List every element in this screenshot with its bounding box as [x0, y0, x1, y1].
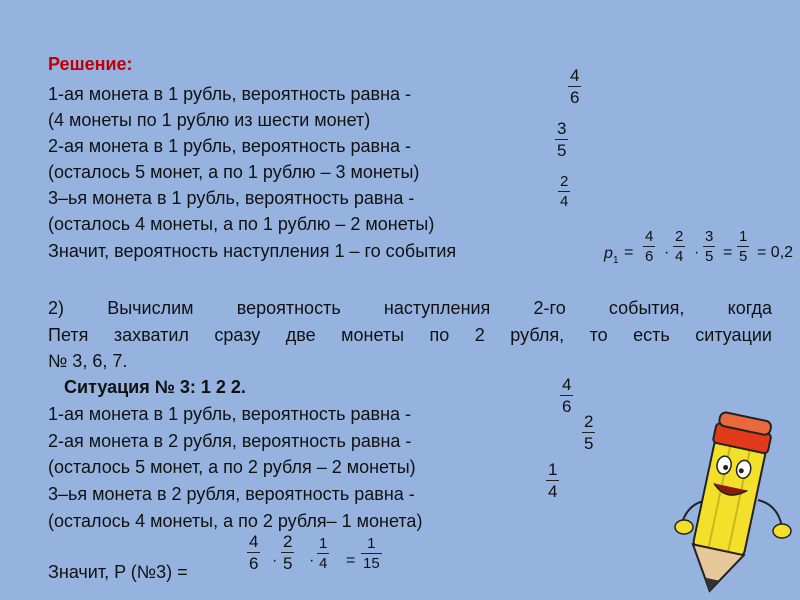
- p1-symbol: p: [604, 245, 613, 262]
- p1-formula-fraction-2: [673, 228, 685, 265]
- p1-fraction-2: [555, 119, 568, 160]
- p1-equals-2: =: [723, 244, 733, 261]
- p1-dot-2: ·: [694, 244, 700, 261]
- p2-intro-line-3: № 3, 6, 7.: [48, 351, 128, 371]
- fraction-numerator: 2: [283, 532, 293, 551]
- solution-heading: Решение:: [48, 54, 133, 74]
- fraction-denominator: 4: [548, 482, 558, 501]
- fraction-numerator: 4: [562, 375, 572, 394]
- p2-line-3: (осталось 5 монет, а по 2 рубля – 2 монеты): [48, 457, 416, 477]
- cartoon-pencil-icon: [660, 405, 800, 600]
- fraction-numerator: 1: [319, 535, 328, 552]
- fraction-numerator: 3: [557, 119, 567, 138]
- p1-line-6: (осталось 4 монеты, а по 1 рублю – 2 монеты): [48, 214, 435, 234]
- p2-intro-line-1: 2) Вычислим вероятность наступления 2-го события, когда: [48, 298, 772, 318]
- fraction-bar: [317, 553, 329, 554]
- p1-equals: =: [624, 244, 634, 261]
- p1-subscript: 1: [613, 255, 619, 266]
- fraction-bar: [247, 552, 260, 553]
- p1-line-7: Значит, вероятность наступления 1 – го события: [48, 241, 457, 261]
- fraction-denominator: 5: [283, 554, 293, 573]
- fraction-denominator: 6: [249, 554, 259, 573]
- fraction-numerator: 1: [548, 460, 558, 479]
- fraction-bar: [555, 139, 568, 140]
- p2-line-1: 1-ая монета в 1 рубль, вероятность равна -: [48, 404, 412, 424]
- fraction-denominator: 4: [560, 193, 569, 210]
- p1-fraction-1: [568, 66, 581, 107]
- situation-heading: Ситуация № 3: 1 2 2.: [64, 377, 246, 397]
- fraction-denominator: 4: [675, 248, 684, 265]
- fraction-numerator: 3: [705, 228, 714, 245]
- p1-result: = 0,2: [757, 244, 794, 261]
- fraction-denominator: 5: [584, 434, 594, 453]
- p1-formula-fraction-4: [737, 228, 749, 265]
- fraction-numerator: 4: [249, 532, 259, 551]
- fraction-numerator: 4: [645, 228, 654, 245]
- p2-fraction-3: [546, 460, 559, 501]
- fraction-denominator: 15: [363, 555, 380, 572]
- fraction-numerator: 2: [584, 412, 594, 431]
- fraction-denominator: 6: [562, 397, 572, 416]
- p1-formula-fraction-1: [643, 228, 655, 265]
- fraction-bar: [361, 553, 382, 554]
- p2-fraction-2: [582, 412, 595, 453]
- final-fraction-1: [247, 532, 260, 573]
- fraction-bar: [560, 395, 573, 396]
- fraction-denominator: 6: [645, 248, 654, 265]
- fraction-bar: [673, 246, 685, 247]
- final-label: Значит, P (№3) =: [48, 562, 188, 582]
- p1-line-5: 3–ья монета в 1 рубль, вероятность равна -: [48, 188, 415, 208]
- p2-line-2: 2-ая монета в 2 рубля, вероятность равна -: [48, 431, 412, 451]
- fraction-numerator: 1: [739, 228, 748, 245]
- fraction-denominator: 5: [739, 248, 748, 265]
- final-dot-2: ·: [309, 552, 315, 569]
- fraction-denominator: 6: [570, 88, 580, 107]
- fraction-bar: [281, 552, 294, 553]
- final-result-fraction: [361, 535, 382, 572]
- fraction-bar: [546, 480, 559, 481]
- p2-fraction-1: [560, 375, 573, 416]
- p2-line-5: (осталось 4 монеты, а по 2 рубля– 1 монета): [48, 511, 423, 531]
- fraction-bar: [643, 246, 655, 247]
- fraction-numerator: 4: [570, 66, 580, 85]
- p1-line-4: (осталось 5 монет, а по 1 рублю – 3 монеты): [48, 162, 420, 182]
- fraction-bar: [568, 86, 581, 87]
- fraction-numerator: 1: [367, 535, 376, 552]
- final-fraction-2: [281, 532, 294, 573]
- fraction-numerator: 2: [560, 173, 569, 190]
- fraction-numerator: 2: [675, 228, 684, 245]
- p1-formula-fraction-3: [703, 228, 715, 265]
- p1-line-3: 2-ая монета в 1 рубль, вероятность равна -: [48, 136, 412, 156]
- final-dot-1: ·: [272, 552, 278, 569]
- final-equals: =: [346, 552, 356, 569]
- fraction-denominator: 4: [319, 555, 328, 572]
- p2-line-4: 3–ья монета в 2 рубля, вероятность равна -: [48, 484, 415, 504]
- final-fraction-3: [317, 535, 329, 572]
- fraction-bar: [558, 191, 570, 192]
- fraction-bar: [582, 432, 595, 433]
- p1-line-1: 1-ая монета в 1 рубль, вероятность равна -: [48, 84, 412, 104]
- fraction-denominator: 5: [557, 141, 567, 160]
- p1-line-2: (4 монеты по 1 рублю из шести монет): [48, 110, 371, 130]
- fraction-denominator: 5: [705, 248, 714, 265]
- fraction-bar: [737, 246, 749, 247]
- p2-intro-line-2: Петя захватил сразу две монеты по 2 рубля, то есть ситуации: [48, 325, 772, 345]
- p1-fraction-3: [558, 173, 570, 210]
- p1-dot-1: ·: [664, 244, 670, 261]
- fraction-bar: [703, 246, 715, 247]
